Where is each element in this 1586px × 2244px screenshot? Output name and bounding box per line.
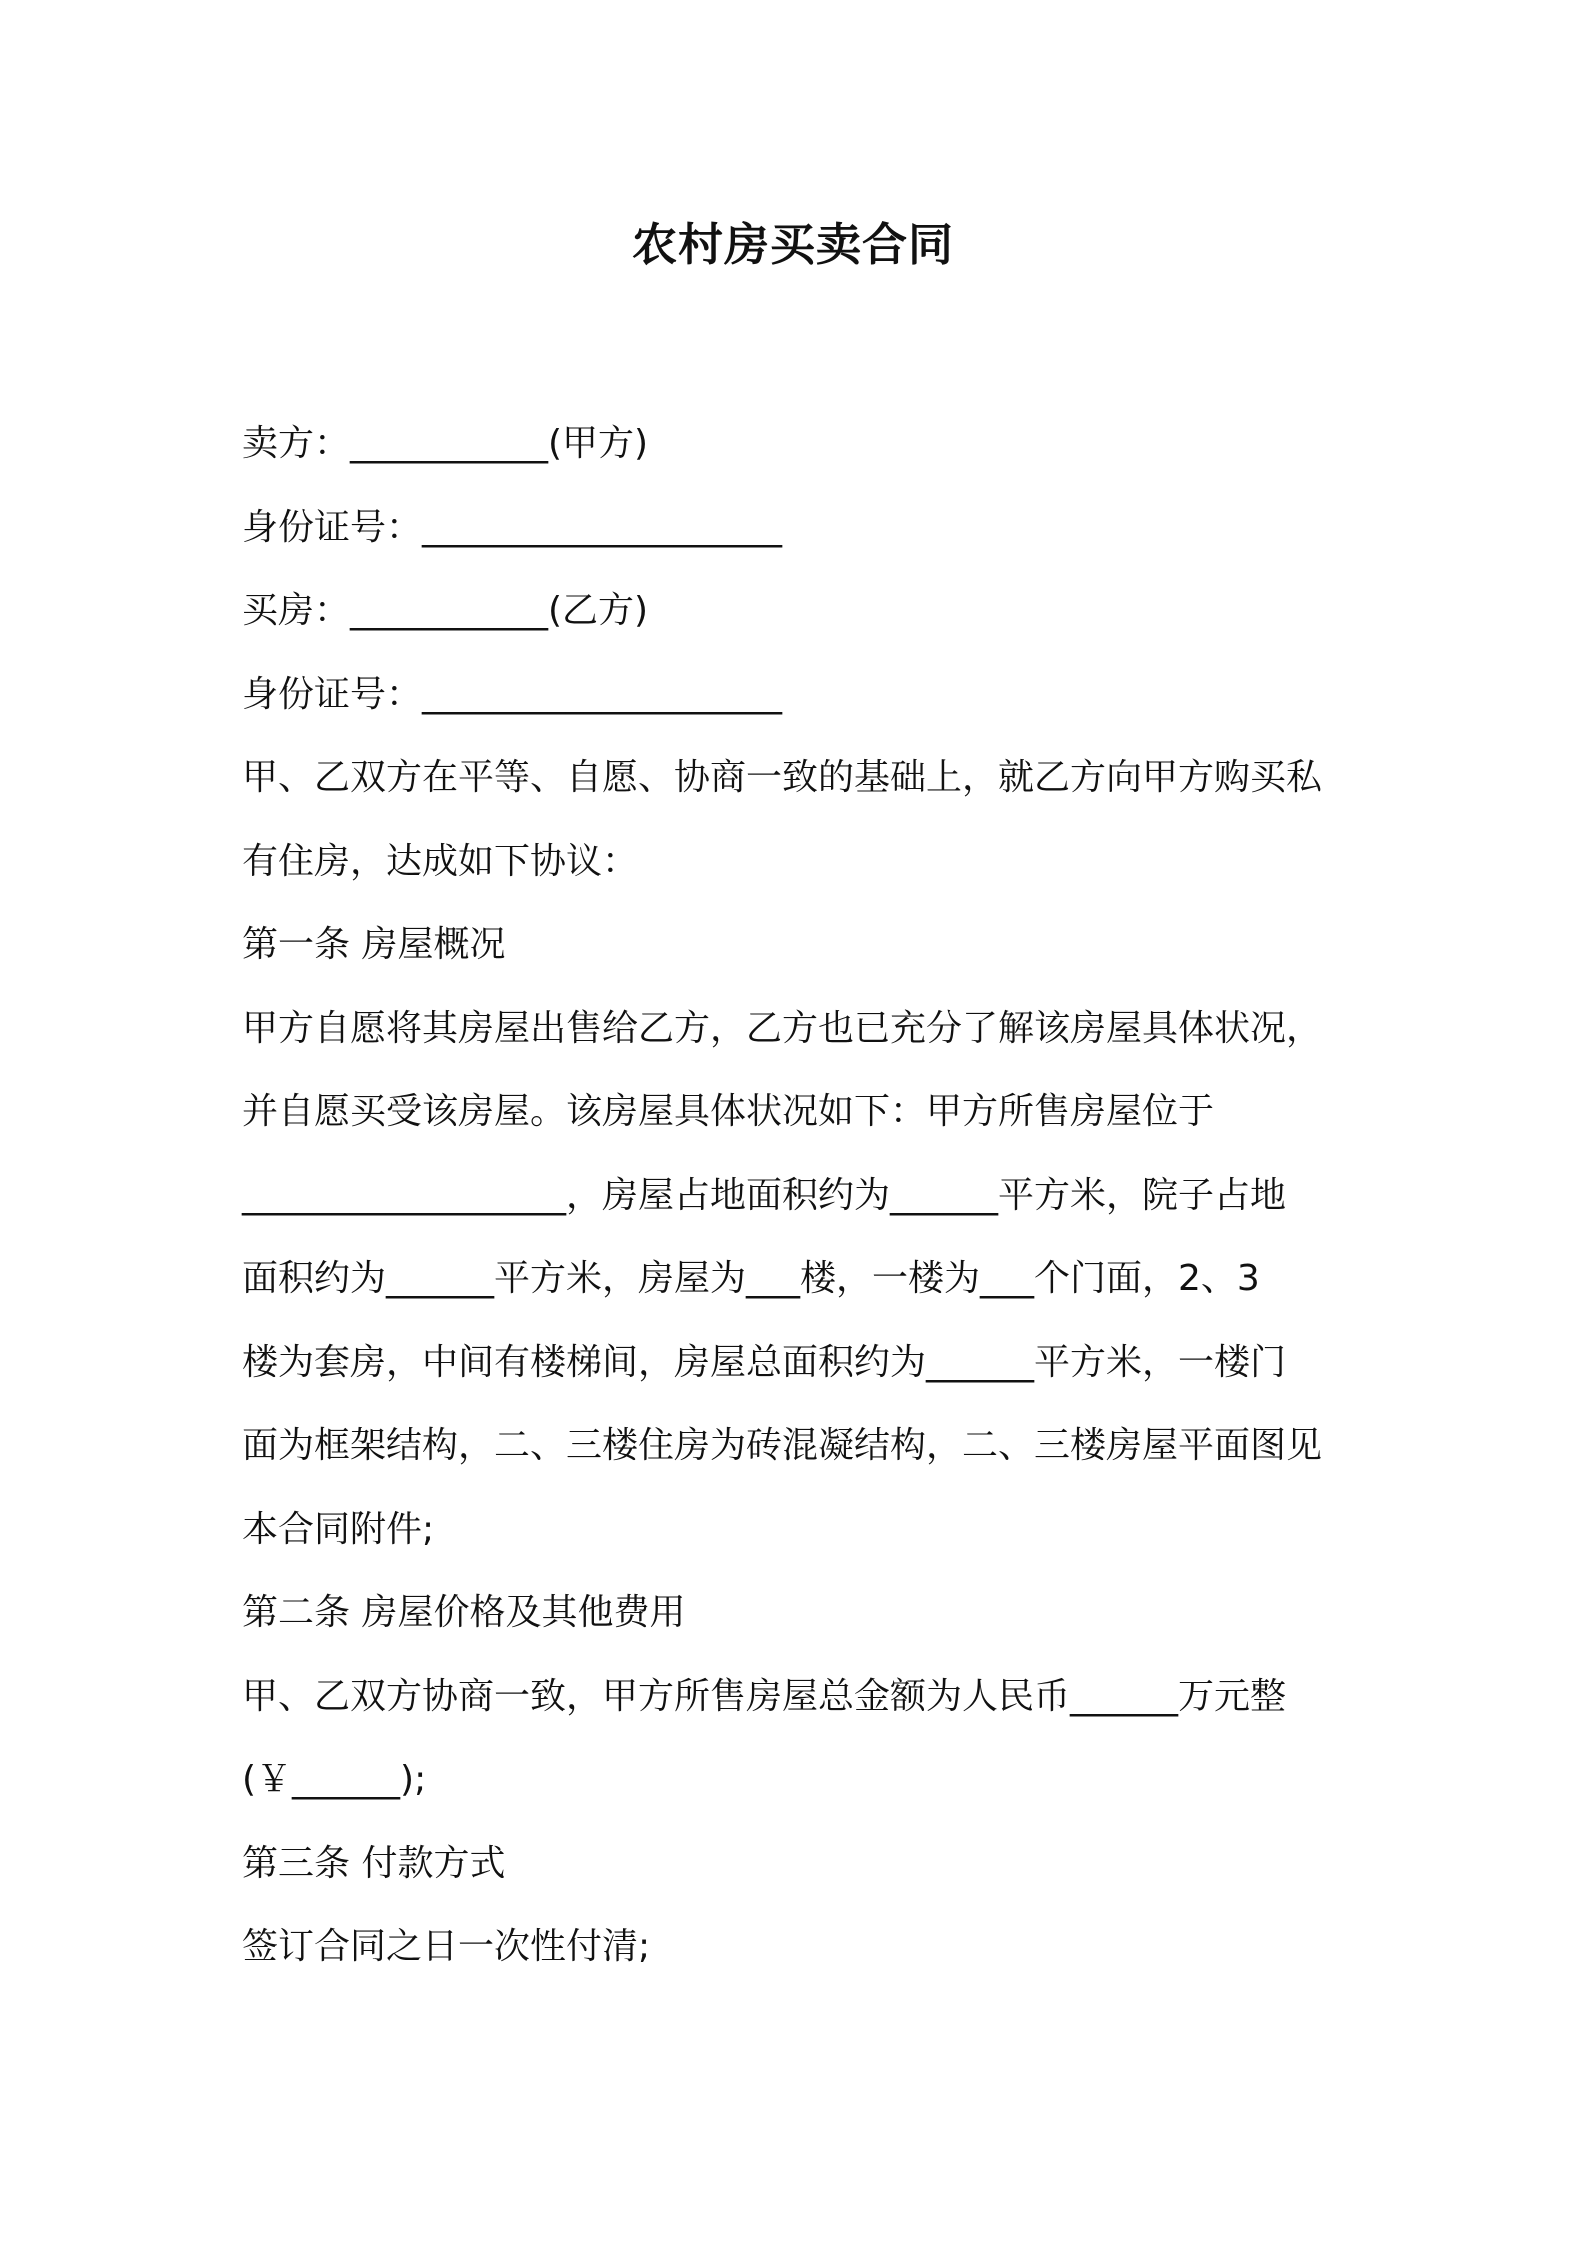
document-title: 农村房买卖合同 — [631, 218, 954, 271]
article-2-line-2: (￥______); — [242, 1759, 427, 1800]
seller-line: 卖方：___________(甲方) — [242, 423, 649, 464]
buyer-id-line: 身份证号：____________________ — [242, 673, 783, 715]
article-1-line-3: __________________，房屋占地面积约为______平方米，院子占地 — [242, 1174, 1287, 1216]
article-3-heading: 第三条 付款方式 — [242, 1842, 506, 1884]
seller-id-line: 身份证号：____________________ — [242, 506, 783, 548]
preamble-line-1: 甲、乙双方在平等、自愿、协商一致的基础上，就乙方向甲方购买私 — [242, 757, 1323, 798]
article-1-line-4: 面积约为______平方米，房屋为___楼，一楼为___个门面，2、3 — [242, 1258, 1260, 1299]
article-1-line-6: 面为框架结构，二、三楼住房为砖混凝结构，二、三楼房屋平面图见 — [242, 1425, 1323, 1466]
buyer-line: 买房：___________(乙方) — [242, 590, 649, 631]
article-1-heading: 第一条 房屋概况 — [242, 924, 506, 965]
preamble-line-2: 有住房，达成如下协议： — [242, 840, 639, 882]
article-2-heading: 第二条 房屋价格及其他费用 — [242, 1592, 686, 1633]
article-2-line-1: 甲、乙双方协商一致，甲方所售房屋总金额为人民币______万元整 — [242, 1675, 1287, 1717]
article-1-line-7: 本合同附件; — [242, 1508, 435, 1550]
article-1-line-1: 甲方自愿将其房屋出售给乙方，乙方也已充分了解该房屋具体状况， — [242, 1007, 1323, 1049]
article-1-line-5: 楼为套房，中间有楼梯间，房屋总面积约为______平方米，一楼门 — [242, 1341, 1287, 1383]
article-3-line-1: 签订合同之日一次性付清; — [242, 1926, 651, 1967]
contract-body — [242, 402, 1362, 1989]
article-1-line-2: 并自愿买受该房屋。该房屋具体状况如下：甲方所售房屋位于 — [242, 1091, 1215, 1132]
